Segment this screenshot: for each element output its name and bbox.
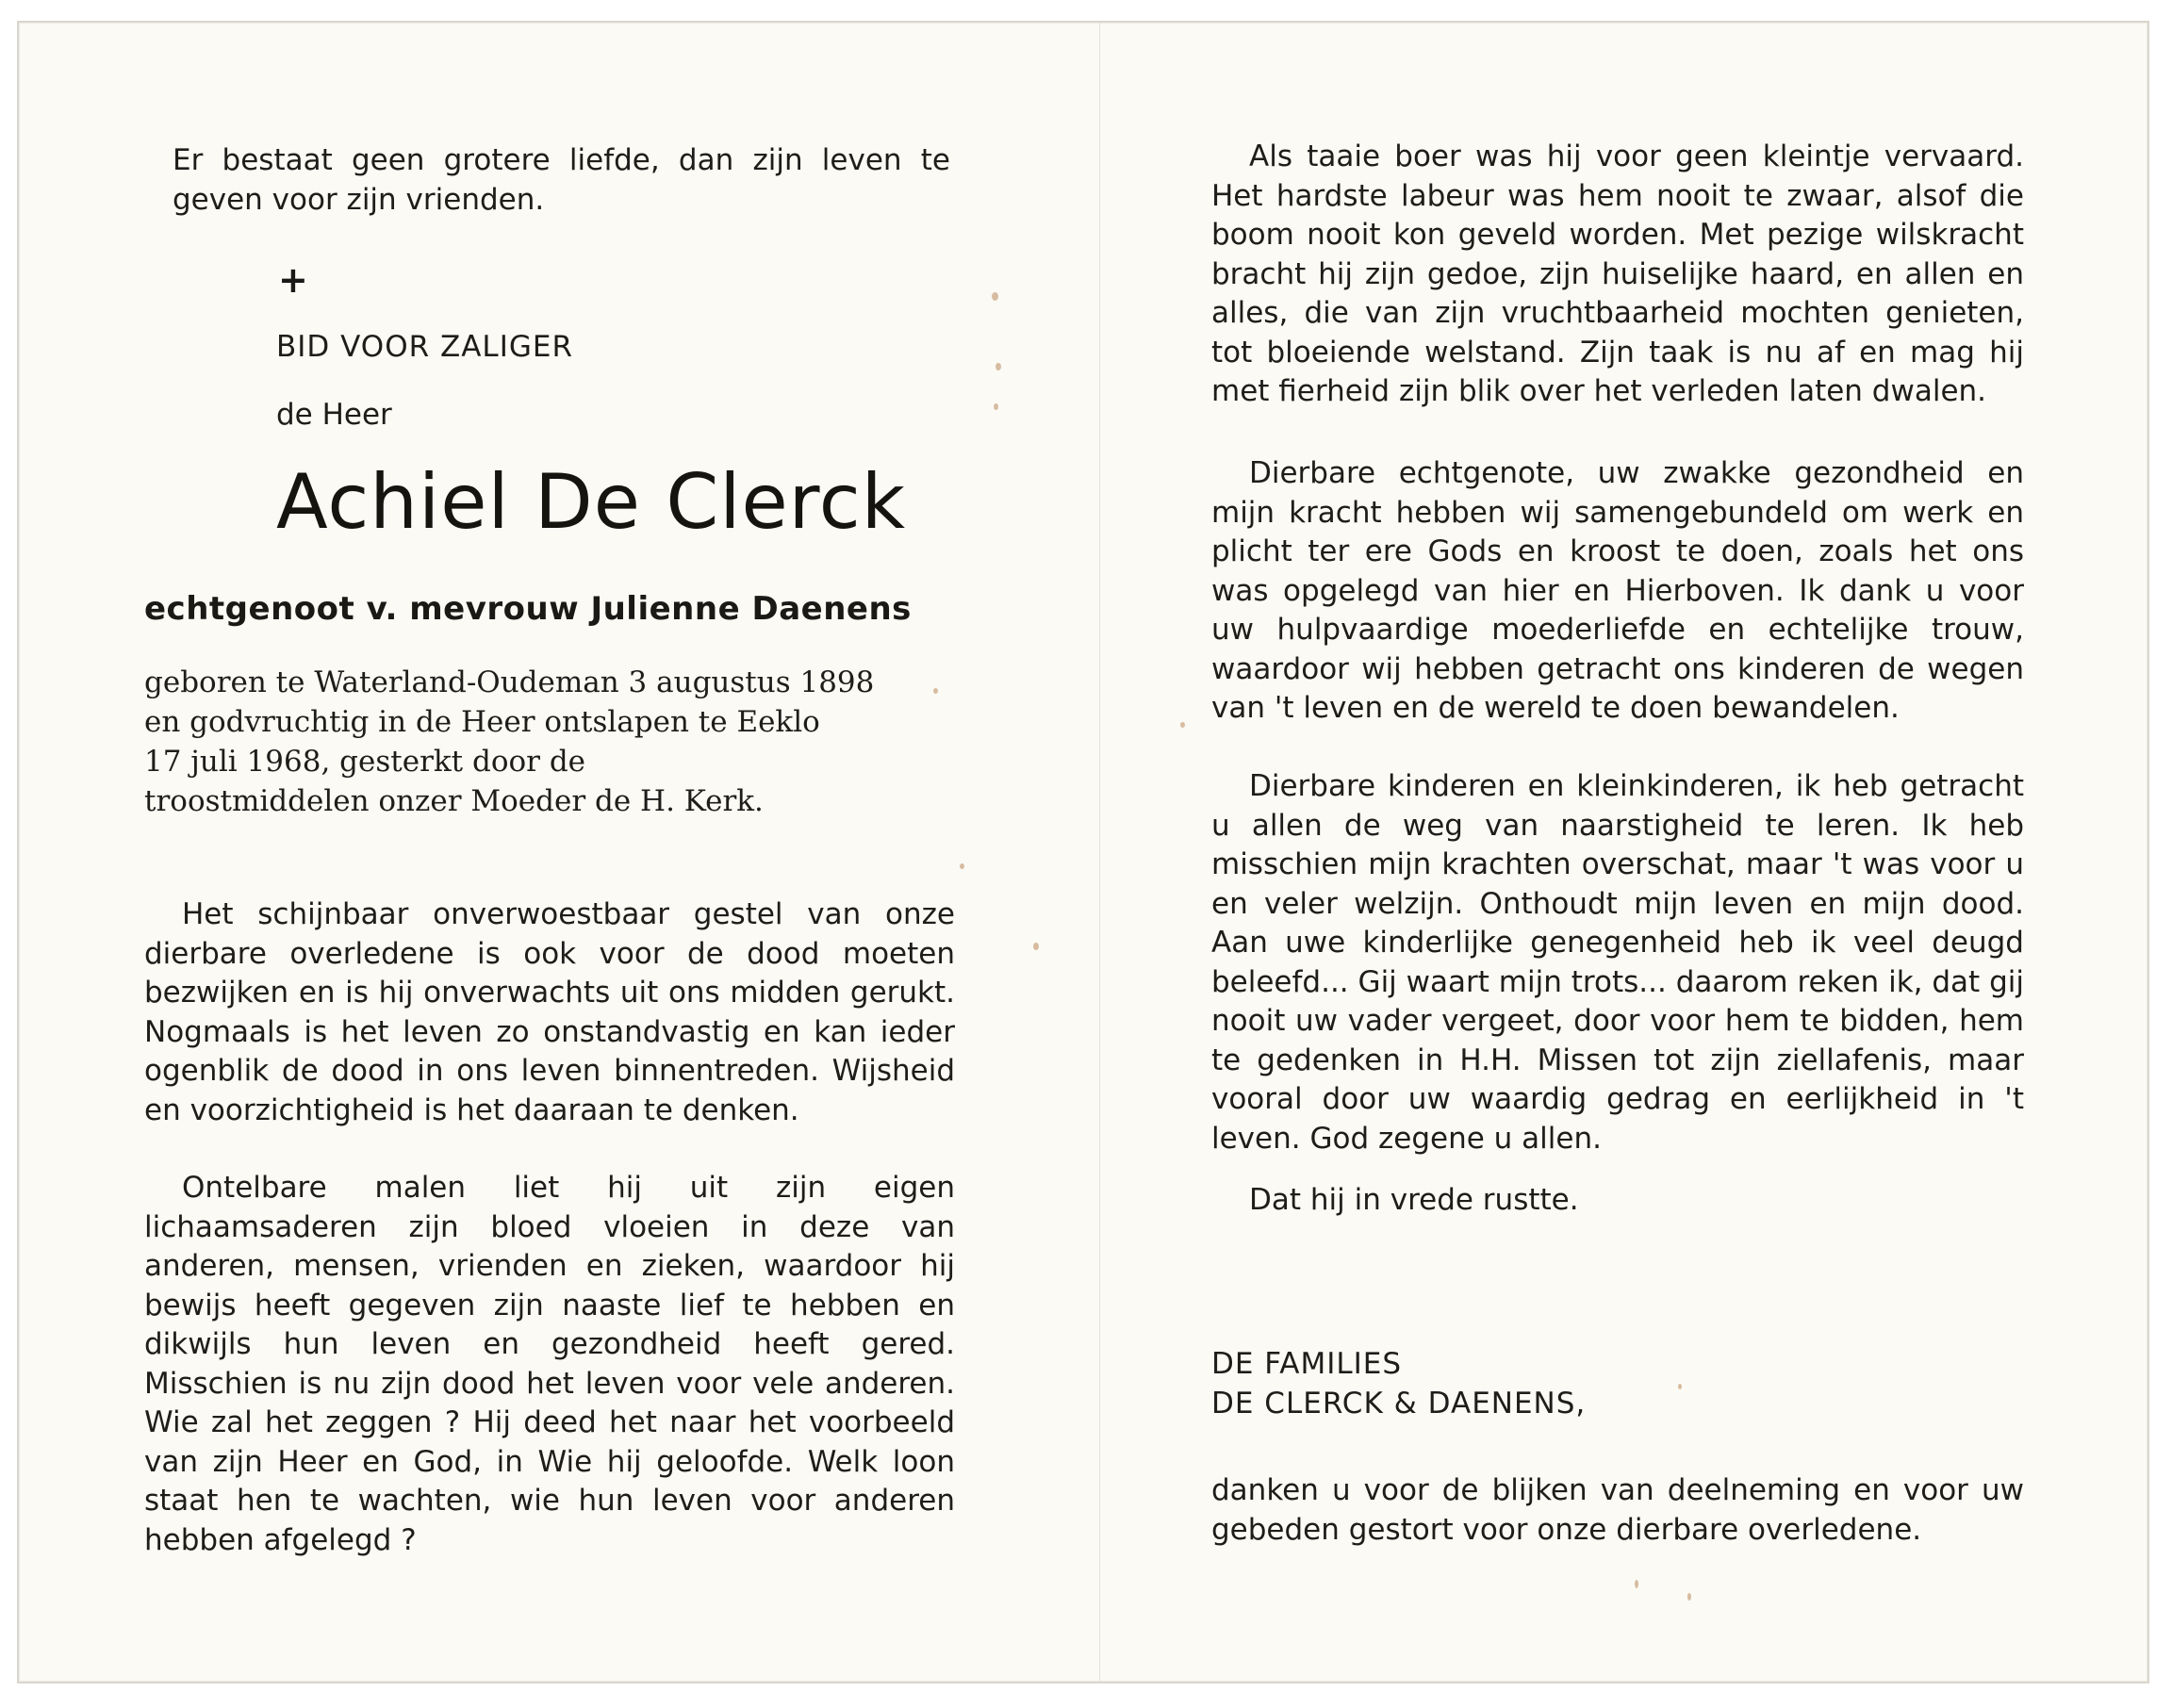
families-heading: DE FAMILIES: [1211, 1347, 1403, 1381]
left-paragraph-1: Het schijnbaar onverwoestbaar gestel van onze dierbare overledene is ook voor de dood moeten bezwijken en is hij onverwachts uit ons midden gerukt. Nogmaals is het leven zo onstandvastig en kan ieder ogenblik de dood in ons leven binnentreden. Wijsheid en voorzichtigheid is het daaraan te denken.: [144, 897, 955, 1127]
born-line: 17 juli 1968, gesterkt door de: [144, 745, 586, 779]
birth-death-details: [144, 663, 955, 821]
opening-verse: Er bestaat geen grotere liefde, dan zijn leven te geven voor zijn vrienden.: [173, 143, 950, 217]
stain-spot: [1635, 1580, 1638, 1588]
thanks-text: danken u voor de blijken van deelneming en voor uw gebeden gestort voor onze dierbare overledene.: [1211, 1473, 2024, 1547]
born-line: en godvruchtig in de Heer ontslapen te Eeklo: [144, 705, 820, 739]
spouse-line: echtgenoot v. mevrouw Julienne Daenens: [144, 590, 912, 628]
card-fold-line: [1099, 23, 1100, 1682]
stain-spot: [1033, 943, 1039, 950]
born-line: troostmiddelen onzer Moeder de H. Kerk.: [144, 784, 764, 818]
de-heer: de Heer: [276, 398, 392, 432]
bid-voor-zaliger: BID VOOR ZALIGER: [276, 330, 573, 364]
right-paragraph-3: Dierbare kinderen en kleinkinderen, ik heb getracht u allen de weg van naarstigheid te leren. Ik heb misschien mijn krachten overschat, maar 't was voor u en veler welzijn. Onthoudt mijn leven en mijn dood. Aan uwe kinderlijke genegenheid heb ik veel deugd beleefd... Gij waart mijn trots... daarom reken ik, dat gij nooit uw vader vergeet, door voor hem te bidden, hem te gedenken in H.H. Missen tot zijn ziellafenis, maar vooral door uw waardig gedrag en eerlijkheid in 't leven. God zegene u allen.: [1211, 769, 2024, 1156]
stain-spot: [992, 292, 998, 301]
stain-spot: [960, 863, 964, 869]
stain-spot: [1678, 1384, 1682, 1389]
stain-spot: [996, 363, 1001, 370]
stain-spot: [1687, 1593, 1691, 1601]
families-names: DE CLERCK & DAENENS,: [1211, 1387, 1587, 1421]
cross-symbol: +: [278, 259, 308, 301]
right-paragraph-2: Dierbare echtgenote, uw zwakke gezondheid en mijn kracht hebben wij samengebundeld om werk en plicht ter ere Gods en kroost te doen, zoals het ons was opgelegd van hier en Hierboven. Ik dank u voor uw hulpvaardige moederliefde en echtelijke trouw, waardoor wij hebben getracht ons kinderen de wegen van 't leven en de wereld te doen bewandelen.: [1211, 456, 2024, 725]
stain-spot: [994, 403, 998, 410]
stain-spot: [1180, 722, 1185, 728]
right-paragraph-1: Als taaie boer was hij voor geen kleintje vervaard. Het hardste labeur was hem nooit te zwaar, alsof die boom nooit kon geveld worden. Met pezige wilskracht bracht hij zijn gedoe, zijn huiselijke haard, en allen en alles, die van zijn vruchtbaarheid mochten genieten, tot bloeiende welstand. Zijn taak is nu af en mag hij met fierheid zijn blik over het verleden laten dwalen.: [1211, 140, 2024, 408]
born-line: geboren te Waterland-Oudeman 3 augustus 1898: [144, 665, 875, 699]
deceased-name: Achiel De Clerck: [276, 458, 907, 546]
left-paragraph-2: Ontelbare malen liet hij uit zijn eigen lichaamsaderen zijn bloed vloeien in deze van anderen, mensen, vrienden en zieken, waardoor hij bewijs heeft gegeven zijn naaste lief te hebben en dikwijls hun leven en gezondheid heeft gered. Misschien is nu zijn dood het leven voor vele anderen. Wie zal het zeggen ? Hij deed het naar het voorbeeld van zijn Heer en God, in Wie hij geloofde. Welk loon staat hen te wachten, wie hun leven voor anderen hebben afgelegd ?: [144, 1171, 955, 1557]
closing-prayer: Dat hij in vrede rustte.: [1249, 1183, 1579, 1217]
